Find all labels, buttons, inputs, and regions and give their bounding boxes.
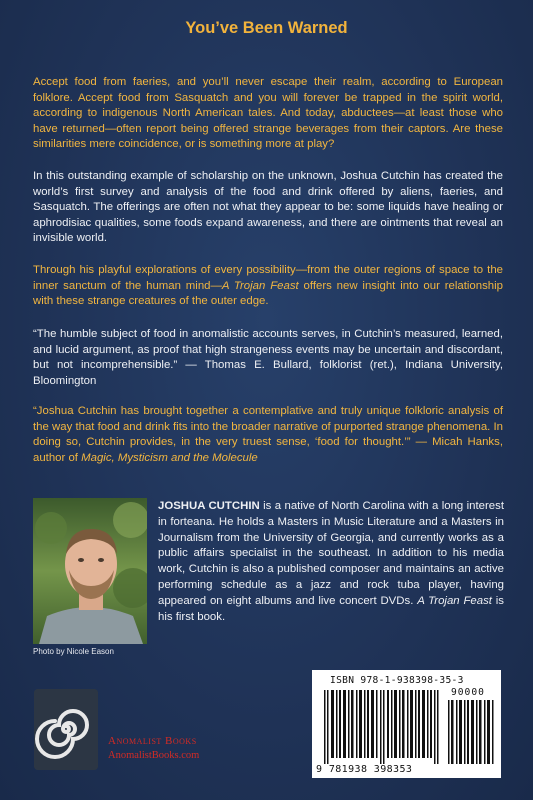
bio-text-b: is his first book.	[158, 594, 505, 623]
addon-bars-icon	[448, 700, 494, 764]
publisher-name: Anomalist Books	[108, 735, 197, 747]
barcode-addon-number: 90000	[451, 687, 485, 698]
author-portrait-icon	[33, 498, 147, 644]
spiral-logo-icon	[34, 689, 98, 770]
endorsement-hanks	[33, 404, 503, 466]
endorsement-bullard: “The humble subject of food in anomalistic accounts serves, in Cutchin’s measured, learned, and lucid argument, as proof that high strangeness events may be uncertain and discordant, but not incomprehensible.” — Thomas E. Bullard, folklorist (ret.), Indiana University, Bloomington	[33, 328, 503, 387]
bio-book-title: A Trojan Feast	[417, 594, 492, 607]
author-photo	[33, 498, 147, 644]
p3-text-b: offers new insight into our relationship with these strange creatures of the outer edge.	[33, 279, 503, 308]
isbn-label: ISBN 978-1-938398-35-3	[330, 675, 464, 686]
author-name: JOSHUA CUTCHIN	[158, 500, 260, 512]
photo-credit: Photo by Nicole Eason	[33, 647, 114, 656]
publisher-logo	[34, 689, 98, 770]
p5-text: “Joshua Cutchin has brought together a contemplative and truly unique folkloric analysis of the way that food and drink fits into the broader narrative of purported strange phenomena. In doing so, Cutchin provides, in the very truest sense, ‘food for thought.’” — Micah Hanks, author of	[33, 405, 503, 464]
blurb-paragraph-3	[33, 263, 503, 310]
blurb-paragraph-1: Accept food from faeries, and you’ll never escape their realm, according to European folklore. Accept food from Sasquatch and you will forever be trapped in the spirit world, according to indigenous North American tales. And today, abductees—at least those who have returned—often report being offered strange beverages from their captors. Are these similarities mere coincidence, or is something more at play?	[33, 76, 503, 151]
author-bio	[158, 499, 504, 625]
publisher-imprint	[108, 735, 199, 761]
isbn-barcode	[312, 670, 501, 778]
barcode-digits: 9 781938 398353	[316, 764, 413, 775]
bio-text-a: is a native of North Carolina with a long interest in forteana. He holds a Masters in Music Literature and a Masters in Journalism from the University of Georgia, and currently works as a public affairs specialist in the southeast. In addition to his media work, Cutchin is also a published composer and maintains an active performing schedule as a jazz and rock tuba player, having appeared on eight albums and live concert DVDs.	[158, 500, 505, 607]
p3-text-a: Through his playful explorations of every possibility—from the outer regions of space to the inner sanctum of the human mind—	[33, 264, 503, 292]
publisher-url: AnomalistBooks.com	[108, 750, 200, 761]
blurb-paragraph-2: In this outstanding example of scholarship on the unknown, Joshua Cutchin has created the world’s first survey and analysis of the food and drink offered by aliens, faeries, and Sasquatch. The offerings are often not what they appear to be: some liquids have healing or aphrodisiac qualities, some foods expand awareness, and there are ointments that reveal an invisible world.	[33, 170, 503, 245]
back-cover-heading: You’ve Been Warned	[185, 19, 348, 37]
p5-book-title: Magic, Mysticism and the Molecule	[81, 451, 258, 464]
p3-book-title: A Trojan Feast	[221, 279, 299, 292]
barcode-bars-icon	[324, 690, 444, 764]
